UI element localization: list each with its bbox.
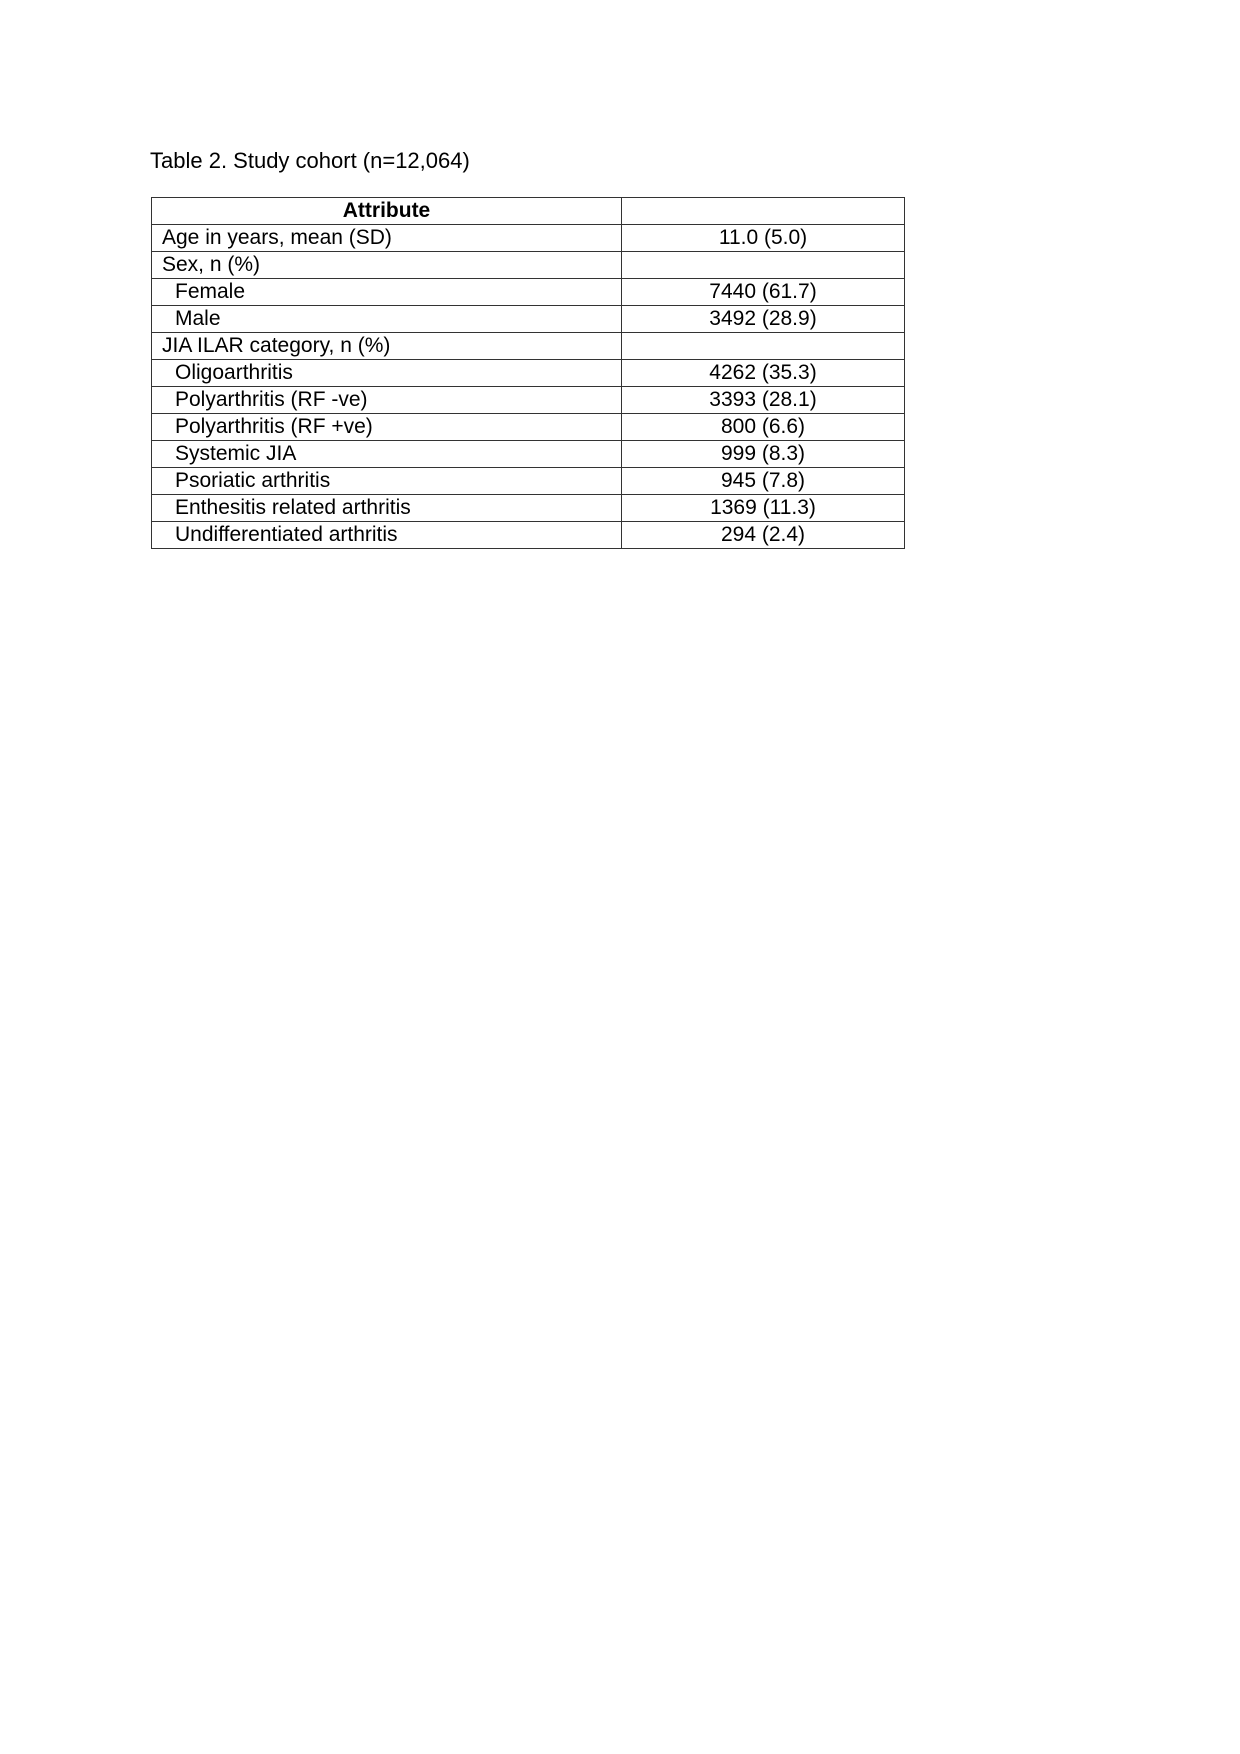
row-label: Female <box>152 279 622 306</box>
row-value: 4262 (35.3) <box>622 360 905 387</box>
row-value: 7440 (61.7) <box>622 279 905 306</box>
table-row <box>152 225 905 252</box>
table-caption: Table 2. Study cohort (n=12,064) <box>150 148 470 173</box>
table-row <box>152 333 905 360</box>
row-label: Systemic JIA <box>152 441 622 468</box>
table-row <box>152 252 905 279</box>
row-label: Male <box>152 306 622 333</box>
table-row <box>152 468 905 495</box>
row-value: 11.0 (5.0) <box>622 225 905 252</box>
table-row <box>152 495 905 522</box>
row-value: 999 (8.3) <box>622 441 905 468</box>
table-row <box>152 306 905 333</box>
row-value: 1369 (11.3) <box>622 495 905 522</box>
row-value: 294 (2.4) <box>622 522 905 549</box>
table-header-row <box>152 198 905 225</box>
row-value: 945 (7.8) <box>622 468 905 495</box>
row-label: Polyarthritis (RF +ve) <box>152 414 622 441</box>
table-row <box>152 279 905 306</box>
row-value <box>622 333 905 360</box>
row-value: 800 (6.6) <box>622 414 905 441</box>
table-row <box>152 414 905 441</box>
header-value <box>622 198 905 225</box>
table-row <box>152 387 905 414</box>
row-label: JIA ILAR category, n (%) <box>152 333 622 360</box>
row-label: Undifferentiated arthritis <box>152 522 622 549</box>
row-label: Enthesitis related arthritis <box>152 495 622 522</box>
row-label: Oligoarthritis <box>152 360 622 387</box>
row-label: Sex, n (%) <box>152 252 622 279</box>
row-value: 3492 (28.9) <box>622 306 905 333</box>
table-row <box>152 522 905 549</box>
header-attribute: Attribute <box>152 198 622 225</box>
row-label: Age in years, mean (SD) <box>152 225 622 252</box>
row-label: Psoriatic arthritis <box>152 468 622 495</box>
row-value <box>622 252 905 279</box>
row-value: 3393 (28.1) <box>622 387 905 414</box>
study-cohort-table <box>151 197 905 549</box>
row-label: Polyarthritis (RF -ve) <box>152 387 622 414</box>
table-row <box>152 360 905 387</box>
table-row <box>152 441 905 468</box>
